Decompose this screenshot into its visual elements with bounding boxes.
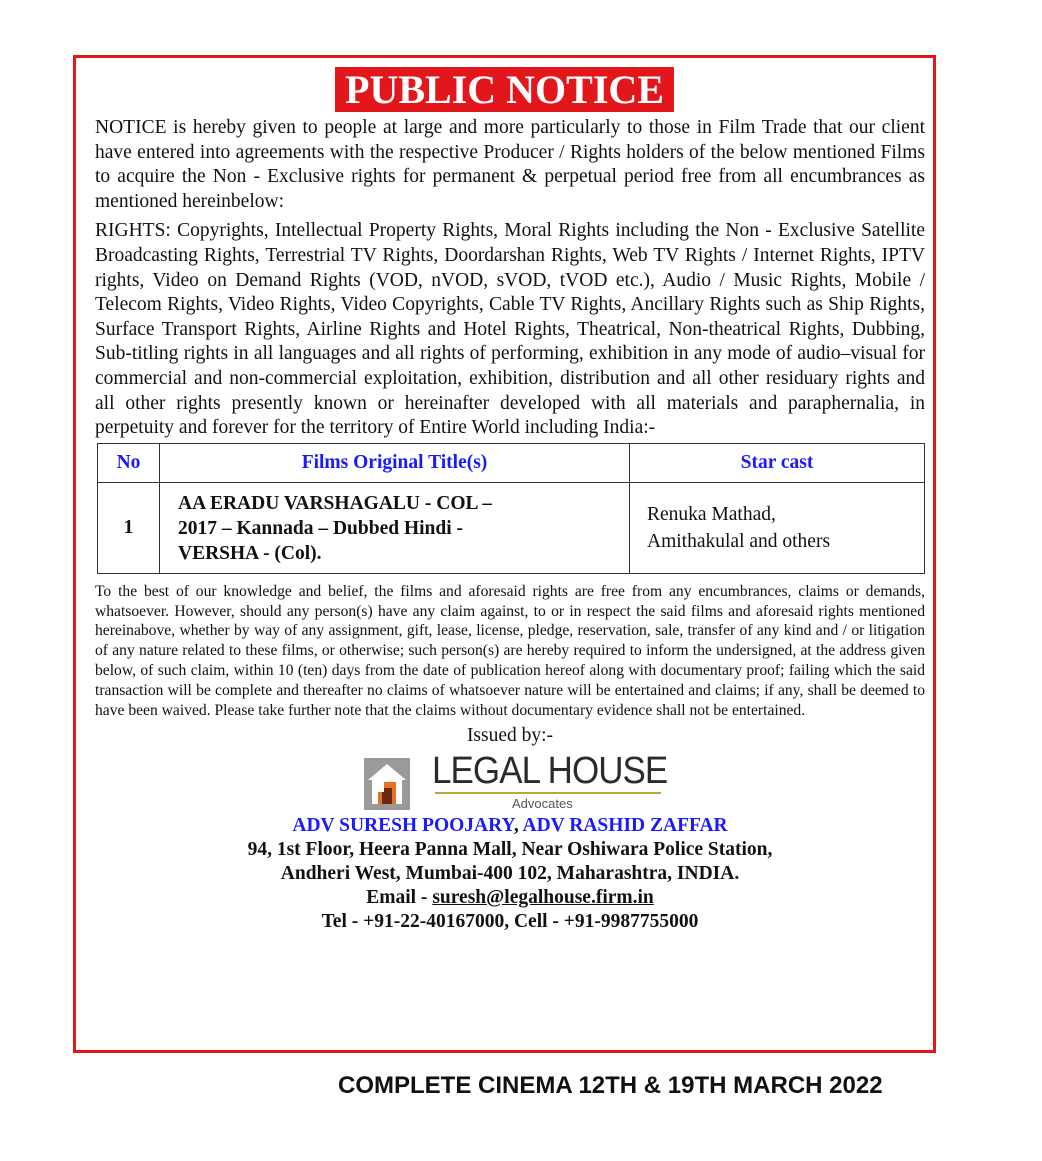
film-title-line: AA ERADU VARSHAGALU - COL – [178, 493, 493, 515]
logo-tagline: Advocates [512, 796, 573, 812]
legal-house-logo [95, 750, 925, 812]
house-logo-icon [364, 758, 410, 810]
star-cast-line: Amithakulal and others [647, 530, 831, 552]
header-title: Films Original Title(s) [160, 443, 630, 482]
email-link[interactable]: suresh@legalhouse.firm.in [432, 887, 654, 909]
table-row [98, 482, 925, 573]
film-number: 1 [98, 482, 160, 573]
public-notice [73, 55, 936, 1053]
notice-title: PUBLIC NOTICE [335, 67, 674, 112]
logo-name: LEGAL HOUSE [432, 750, 668, 793]
phone-line: Tel - +91-22-40167000, Cell - +91-9987755000 [321, 911, 699, 933]
address-line: 94, 1st Floor, Heera Panna Mall, Near Oshiwara Police Station, [247, 839, 773, 861]
rights-paragraph: RIGHTS: Copyrights, Intellectual Property Rights, Moral Rights including the Non - Exclusive Satellite Broadcasting Rights, Terrestrial TV Rights, Doordarshan Rights, Web TV Rights / Internet Rights, IPTV rights, Video on Demand Rights (VOD, nVOD, sVOD, tVOD etc.), Audio / Music Rights, Mobile / Telecom Rights, Video Rights, Video Copyrights, Cable TV Rights, Ancillary Rights such as Ship Rights, Surface Transport Rights, Airline Rights and Hotel Rights, Theatrical, Non-theatrical Rights, Dubbing, Sub-titling rights in all languages and all rights of performing, exhibition in any mode of audio–visual for commercial and non-commercial exploitation, exhibition, distribution and all other residuary rights and all other rights presently known or hereinafter developed with all materials and paraphernalia, in perpetuity and forever for the territory of Entire World including India:- [95, 220, 925, 439]
header-star-cast: Star cast [630, 443, 925, 482]
issued-by: Issued by:- [466, 725, 554, 747]
film-title-line: 2017 – Kannada – Dubbed Hindi - [178, 518, 464, 540]
email-line [95, 886, 925, 910]
publication-footer: COMPLETE CINEMA 12TH & 19TH MARCH 2022 [338, 1072, 883, 1099]
star-cast-line: Renuka Mathad, [647, 503, 776, 525]
advocates-line [95, 814, 925, 838]
address-line: Andheri West, Mumbai-400 102, Maharashtra, INDIA. [280, 863, 740, 885]
films-table [97, 443, 925, 574]
advocate-separator: , [513, 815, 519, 837]
film-title-line: VERSHA - (Col). [178, 543, 322, 565]
film-title [160, 482, 630, 573]
intro-paragraph: NOTICE is hereby given to people at large and more particularly to those in Film Trade that our client have entered into agreements with the respective Producer / Rights holders of the below mentioned Films to acquire the Non - Exclusive rights for permanent & perpetual period free from all encumbrances as mentioned hereinbelow: [95, 117, 925, 212]
film-star-cast [630, 482, 925, 573]
email-label: Email - [366, 887, 433, 909]
title-wrap [76, 67, 933, 112]
advocate-name: ADV SURESH POOJARY [292, 815, 514, 837]
logo-rule [435, 792, 661, 794]
header-no: No [98, 443, 160, 482]
table-header-row [98, 443, 925, 482]
disclaimer-paragraph: To the best of our knowledge and belief, the films and aforesaid rights are free from any encumbrances, claims or demands, whatsoever. However, should any person(s) have any claim against, to or in respect the said films and aforesaid rights mentioned hereinabove, whether by way of any assignment, gift, lease, license, pledge, reservation, sale, transfer of any kind and / or litigation of any nature related to these films, or otherwise; such person(s) are hereby required to inform the undersigned, at the address given below, of such claim, within 10 (ten) days from the date of publication hereof along with documentary proof; failing which the said transaction will be complete and thereafter no claims of whatsoever nature will be entertained and claims; if any, shall be deemed to have been waived. Please take further note that the claims without documentary evidence shall not be entertained. [95, 582, 925, 719]
advocate-name: ADV RASHID ZAFFAR [522, 815, 728, 837]
notice-body [95, 116, 925, 934]
